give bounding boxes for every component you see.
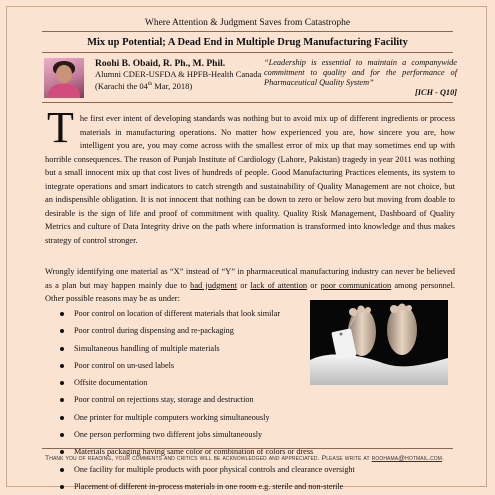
header-tagline: Where Attention & Judgment Saves from Catastrophe xyxy=(144,18,351,28)
bad-judgment-link: bad judgment xyxy=(190,280,238,290)
author-block xyxy=(95,59,261,91)
header-rule-top xyxy=(42,31,453,32)
bullet-icon xyxy=(60,381,64,385)
bullet-icon xyxy=(60,485,64,489)
header-rule-bottom xyxy=(42,52,453,53)
list-item: Poor control on rejections stay, storage and destruction xyxy=(56,391,355,408)
list-item: One facility for multiple products with poor physical controls and clearance oversight xyxy=(56,461,355,478)
bullet-icon xyxy=(60,468,64,472)
list-item: Poor control during dispensing and re-packaging xyxy=(56,322,355,339)
bullet-icon xyxy=(60,398,64,402)
drop-cap: T xyxy=(47,103,74,152)
footer-rule xyxy=(42,448,453,449)
bullet-icon xyxy=(60,416,64,420)
author-name: Roohi B. Obaid, R. Ph., M. Phil. xyxy=(95,59,226,69)
author-date: (Karachi the 04th Mar, 2018) xyxy=(95,80,193,91)
list-item: One printer for multiple computers working simultaneously xyxy=(56,409,355,426)
lack-of-attention-link: lack of attention xyxy=(250,280,308,290)
bullet-icon xyxy=(60,312,64,316)
bullet-icon xyxy=(60,433,64,437)
intro-text: he first ever intent of developing standards was nothing but to avoid mix up of different ingredients or process materials in manufacturing operations. No matter how experienced you are, how sincere you are, how intelligent you are, you may come across with the smallest error of mix up that may sometimes end up with horrible consequences. The reason of Punjab Institute of Cardiology (Lahore, Pakistan) tragedy in year 2011 was nothing but a small innocent mix up that cost lives of hundreds of people. Good Manufacturing Practices elements, its system to integrate operations and smart indicators to catch strength and sustainability of Quality Management are not choice, but an indispensible obligation. It is not innocent that nothing can be down to zero or below zero but moving from doable to desirable is the sign of life and proof of commitment with quality. Quality Risk Management, Dashboard of Quality Metrics and culture of Data Integrity drive on the path where information is transformed into knowledge and thus makes strategy of control stronger. xyxy=(45,114,455,245)
list-item: Simultaneous handling of multiple materials xyxy=(56,340,355,357)
poor-communication-link: poor communication xyxy=(320,280,392,290)
feet-with-toe-tag-icon xyxy=(310,300,448,385)
intro-rule xyxy=(42,102,453,103)
footer-note: Thank you of reading, your comments and critics will be acknowledged and appreciated. Please write at roohama@hotmail.com. xyxy=(45,455,445,462)
list-item: Poor control on location of different materials that look similar xyxy=(56,305,355,322)
reasons-intro-paragraph: Wrongly identifying one material as “X” instead of “Y” in pharmaceutical manufacturing industry can never be believed as a plan but may happen mainly due to bad judgment or lack of attention or poor communication among personnel. Other possible reasons may be as under: xyxy=(45,267,455,303)
quote-source: [ICH - Q10] xyxy=(415,88,457,97)
list-item: Offsite documentation xyxy=(56,374,355,391)
list-item: One person performing two different jobs simultaneously xyxy=(56,426,355,443)
bullet-icon xyxy=(60,329,64,333)
author-photo xyxy=(44,58,84,98)
author-affiliation: Alumni CDER-USFDA & HPFB-Health Canada xyxy=(95,69,262,79)
list-item: Placement of different in-process materials in one room e.g. sterile and non-sterile xyxy=(56,478,355,495)
intro-paragraph xyxy=(45,103,455,247)
leadership-quote xyxy=(264,58,457,98)
author-email-link[interactable]: roohama@hotmail.com xyxy=(371,455,443,462)
article-title: Mix up Potential; A Dead End in Multiple Drug Manufacturing Facility xyxy=(87,37,408,48)
list-item: Materials packaging having same color or combination of colors or dress xyxy=(56,443,355,460)
list-item: Poor control on un-used labels xyxy=(56,357,355,374)
bullet-icon xyxy=(60,347,64,351)
morgue-feet-image xyxy=(310,300,448,385)
quote-text: “Leadership is essential to maintain a companywide commitment to quality and for the performance of Pharmaceutical Quality System” xyxy=(264,58,457,87)
bullet-icon xyxy=(60,364,64,368)
